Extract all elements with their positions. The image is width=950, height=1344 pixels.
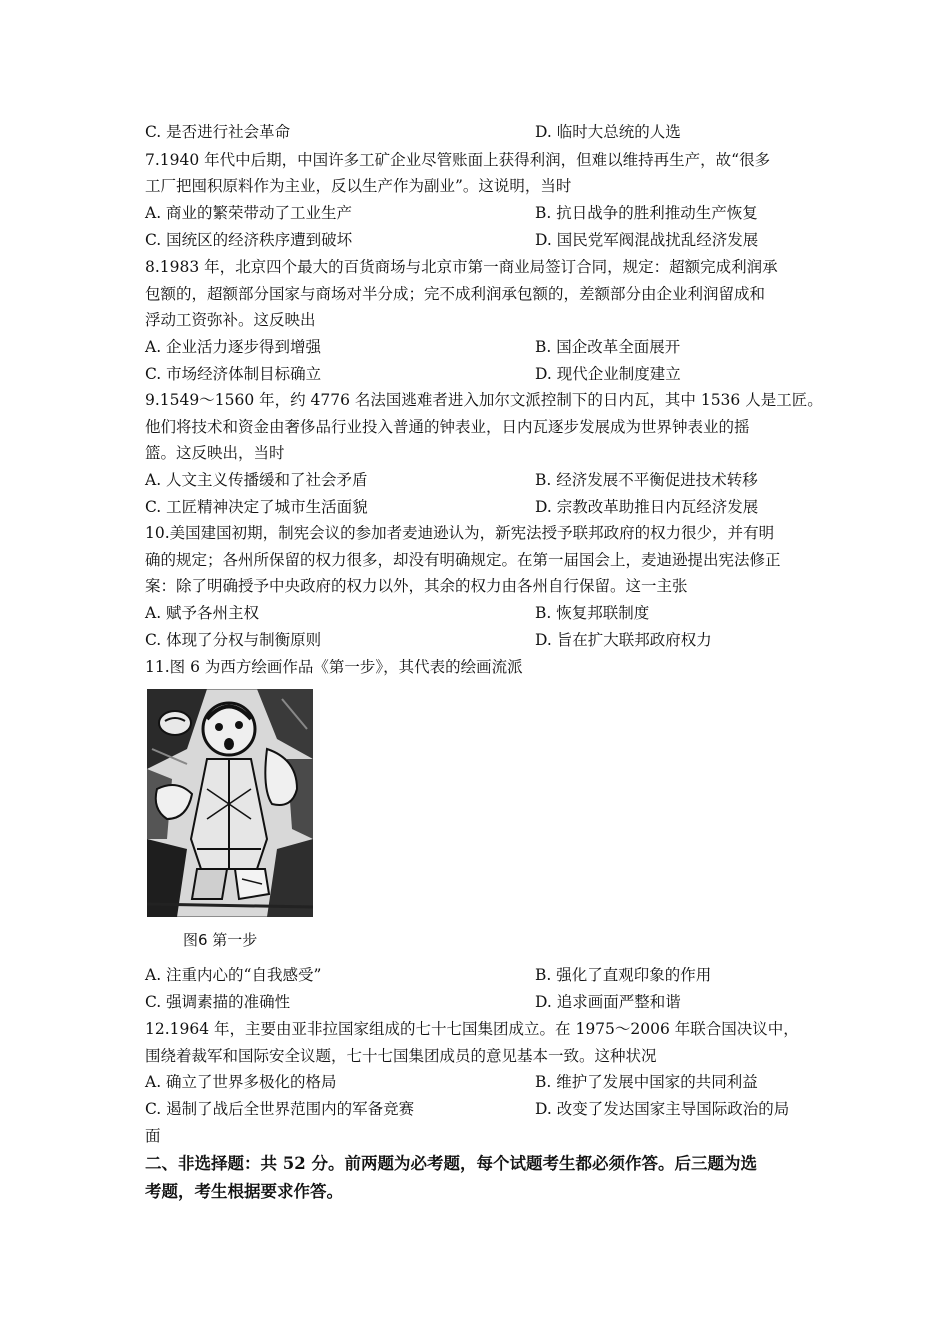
q9-option-c: C. 工匠精神决定了城市生活面貌 xyxy=(145,498,368,516)
q11-stem-line-1: 11.图 6 为西方绘画作品《第一步》，其代表的绘画流派 xyxy=(145,658,523,676)
q10-stem-line-3: 案：除了明确授予中央政府的权力以外，其余的权力由各州自行保留。这一主张 xyxy=(145,577,688,595)
q6-option-d: D. 临时大总统的人选 xyxy=(535,123,681,141)
q10-option-a: A. 赋予各州主权 xyxy=(145,604,260,622)
q8-option-c: C. 市场经济体制目标确立 xyxy=(145,365,322,383)
q7-stem-line-2: 工厂把囤积原料作为主业，反以生产作为副业”。这说明，当时 xyxy=(145,177,572,195)
q9-stem-line-1: 9.1549～1560 年，约 4776 名法国逃难者进入加尔文派控制下的日内瓦，其中 1536 人是工匠。 xyxy=(145,391,823,409)
painting-first-step-image xyxy=(147,689,313,917)
q12-option-d-continued: 面 xyxy=(145,1127,161,1145)
q10-option-d: D. 旨在扩大联邦政府权力 xyxy=(535,631,712,649)
q9-stem-line-3: 篮。这反映出，当时 xyxy=(145,444,285,462)
q12-option-d: D. 改变了发达国家主导国际政治的局 xyxy=(535,1100,790,1118)
q8-option-d: D. 现代企业制度建立 xyxy=(535,365,681,383)
section-two-heading-line-2: 考题，考生根据要求作答。 xyxy=(145,1182,343,1201)
q8-option-a: A. 企业活力逐步得到增强 xyxy=(145,338,322,356)
q7-stem-line-1: 7.1940 年代中后期，中国许多工矿企业尽管账面上获得利润，但难以维持再生产，故“很多 xyxy=(145,151,771,169)
q9-option-d: D. 宗教改革助推日内瓦经济发展 xyxy=(535,498,759,516)
section-two-heading-line-1: 二、非选择题：共 52 分。前两题为必考题，每个试题考生都必须作答。后三题为选 xyxy=(145,1154,757,1173)
q11-option-a: A. 注重内心的“自我感受” xyxy=(145,966,322,984)
q11-option-d: D. 追求画面严整和谐 xyxy=(535,993,681,1011)
q7-option-a: A. 商业的繁荣带动了工业生产 xyxy=(145,204,353,222)
q10-option-c: C. 体现了分权与制衡原则 xyxy=(145,631,322,649)
q12-option-c: C. 遏制了战后全世界范围内的军备竞赛 xyxy=(145,1100,415,1118)
q7-option-b: B. 抗日战争的胜利推动生产恢复 xyxy=(535,204,758,222)
figure-caption: 图6 第一步 xyxy=(183,931,258,949)
q9-option-b: B. 经济发展不平衡促进技术转移 xyxy=(535,471,758,489)
q8-stem-line-2: 包额的，超额部分国家与商场对半分成；完不成利润承包额的，差额部分由企业利润留成和 xyxy=(145,285,766,303)
q11-option-b: B. 强化了直观印象的作用 xyxy=(535,966,712,984)
painting-first-step-figure xyxy=(147,689,313,917)
q6-option-c: C. 是否进行社会革命 xyxy=(145,123,291,141)
q10-option-b: B. 恢复邦联制度 xyxy=(535,604,650,622)
q10-stem-line-2: 确的规定；各州所保留的权力很多，却没有明确规定。在第一届国会上，麦迪逊提出宪法修正 xyxy=(145,551,781,569)
q7-option-d: D. 国民党军阀混战扰乱经济发展 xyxy=(535,231,759,249)
q8-stem-line-1: 8.1983 年，北京四个最大的百货商场与北京市第一商业局签订合同，规定：超额完成利润承 xyxy=(145,258,778,276)
q8-stem-line-3: 浮动工资弥补。这反映出 xyxy=(145,311,316,329)
q7-option-c: C. 国统区的经济秩序遭到破坏 xyxy=(145,231,353,249)
q9-stem-line-2: 他们将技术和资金由奢侈品行业投入普通的钟表业，日内瓦逐步发展成为世界钟表业的摇 xyxy=(145,418,750,436)
q12-stem-line-2: 围绕着裁军和国际安全议题，七十七国集团成员的意见基本一致。这种状况 xyxy=(145,1047,657,1065)
q8-option-b: B. 国企改革全面展开 xyxy=(535,338,681,356)
q9-option-a: A. 人文主义传播缓和了社会矛盾 xyxy=(145,471,368,489)
q10-stem-line-1: 10.美国建国初期，制宪会议的参加者麦迪逊认为，新宪法授予联邦政府的权力很少，并有明 xyxy=(145,524,775,542)
q12-option-b: B. 维护了发展中国家的共同利益 xyxy=(535,1073,758,1091)
q12-stem-line-1: 12.1964 年，主要由亚非拉国家组成的七十七国集团成立。在 1975～2006 年联合国决议中， xyxy=(145,1020,799,1038)
q12-option-a: A. 确立了世界多极化的格局 xyxy=(145,1073,337,1091)
q11-option-c: C. 强调素描的准确性 xyxy=(145,993,291,1011)
